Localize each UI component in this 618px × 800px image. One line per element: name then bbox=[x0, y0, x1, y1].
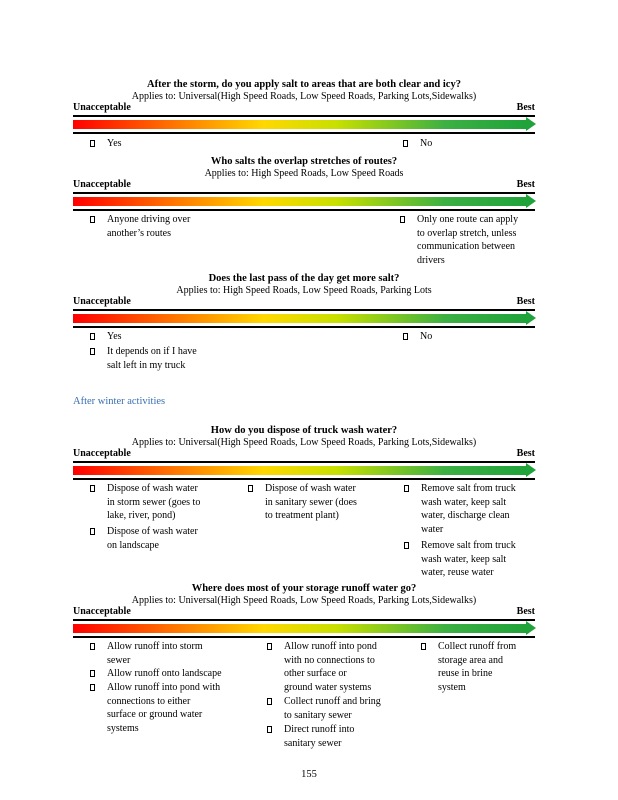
checkbox-icon[interactable] bbox=[421, 643, 426, 650]
checkbox-icon[interactable] bbox=[90, 485, 95, 492]
scale-high-label: Best bbox=[516, 179, 535, 190]
scale-high-label: Best bbox=[516, 448, 535, 459]
option-yes[interactable]: Yes bbox=[90, 330, 122, 344]
arrow-right-icon bbox=[526, 621, 536, 635]
scale-high-label: Best bbox=[516, 102, 535, 113]
option-runoff-pond-isolated[interactable]: Allow runoff into pond with no connections to other surface or ground water systems bbox=[267, 640, 377, 694]
question-3 bbox=[73, 273, 535, 371]
arrow-right-icon bbox=[526, 117, 536, 131]
applies-to: Applies to: Universal(High Speed Roads, Low Speed Roads, Parking Lots,Sidewalks) bbox=[131, 91, 477, 102]
checkbox-icon[interactable] bbox=[404, 485, 409, 492]
option-runoff-storm-sewer[interactable]: Allow runoff into storm sewer bbox=[90, 640, 203, 667]
option-reuse-water[interactable]: Remove salt from truck wash water, keep salt water, reuse water bbox=[404, 539, 516, 580]
scale-low-label: Unacceptable bbox=[73, 102, 131, 113]
checkbox-icon[interactable] bbox=[267, 643, 272, 650]
rating-scale-bar bbox=[73, 192, 535, 211]
applies-to: Applies to: Universal(High Speed Roads, Low Speed Roads, Parking Lots,Sidewalks) bbox=[131, 437, 477, 448]
checkbox-icon[interactable] bbox=[90, 643, 95, 650]
rating-scale-bar bbox=[73, 115, 535, 134]
option-storm-sewer[interactable]: Dispose of wash water in storm sewer (goes to lake, river, pond) bbox=[90, 482, 200, 523]
option-only-one-route[interactable]: Only one route can apply to overlap stretch, unless communication between drivers bbox=[400, 213, 518, 267]
option-no[interactable]: No bbox=[403, 330, 432, 344]
scale-labels bbox=[73, 179, 535, 191]
option-collect-sanitary[interactable]: Collect runoff and bring to sanitary sewer bbox=[267, 695, 381, 722]
checkbox-icon[interactable] bbox=[404, 542, 409, 549]
checkbox-icon[interactable] bbox=[248, 485, 253, 492]
applies-to: Applies to: Universal(High Speed Roads, Low Speed Roads, Parking Lots,Sidewalks) bbox=[131, 595, 477, 606]
question-title: Where does most of your storage runoff water go? bbox=[191, 583, 417, 594]
checkbox-icon[interactable] bbox=[90, 528, 95, 535]
scale-low-label: Unacceptable bbox=[73, 296, 131, 307]
checkbox-icon[interactable] bbox=[90, 333, 95, 340]
question-title: Who salts the overlap stretches of routes? bbox=[210, 156, 398, 167]
scale-labels bbox=[73, 606, 535, 618]
rating-scale-bar bbox=[73, 461, 535, 480]
question-4 bbox=[73, 425, 535, 578]
option-sanitary-sewer[interactable]: Dispose of wash water in sanitary sewer (does to treatment plant) bbox=[248, 482, 357, 523]
checkbox-icon[interactable] bbox=[90, 670, 95, 677]
applies-to: Applies to: High Speed Roads, Low Speed Roads, Parking Lots bbox=[176, 285, 432, 296]
option-anyone-driving[interactable]: Anyone driving over another’s routes bbox=[90, 213, 190, 240]
arrow-right-icon bbox=[526, 311, 536, 325]
checkbox-icon[interactable] bbox=[403, 333, 408, 340]
option-discharge-clean[interactable]: Remove salt from truck wash water, keep salt water, discharge clean water bbox=[404, 482, 516, 536]
question-title: After the storm, do you apply salt to areas that are both clear and icy? bbox=[147, 79, 461, 90]
rating-scale-bar bbox=[73, 619, 535, 638]
scale-labels bbox=[73, 448, 535, 460]
checkbox-icon[interactable] bbox=[267, 698, 272, 705]
scale-low-label: Unacceptable bbox=[73, 179, 131, 190]
page-number: 155 bbox=[301, 769, 317, 780]
arrow-right-icon bbox=[526, 194, 536, 208]
checkbox-icon[interactable] bbox=[90, 684, 95, 691]
checkbox-icon[interactable] bbox=[90, 216, 95, 223]
question-2 bbox=[73, 156, 535, 266]
scale-low-label: Unacceptable bbox=[73, 606, 131, 617]
checkbox-icon[interactable] bbox=[90, 140, 95, 147]
checkbox-icon[interactable] bbox=[400, 216, 405, 223]
checkbox-icon[interactable] bbox=[403, 140, 408, 147]
scale-high-label: Best bbox=[516, 606, 535, 617]
option-no[interactable]: No bbox=[403, 137, 432, 151]
rating-scale-bar bbox=[73, 309, 535, 328]
scale-low-label: Unacceptable bbox=[73, 448, 131, 459]
checkbox-icon[interactable] bbox=[90, 348, 95, 355]
scale-high-label: Best bbox=[516, 296, 535, 307]
question-title: How do you dispose of truck wash water? bbox=[210, 425, 398, 436]
section-heading: After winter activities bbox=[73, 396, 166, 407]
option-runoff-landscape[interactable]: Allow runoff onto landscape bbox=[90, 667, 222, 681]
question-title: Does the last pass of the day get more salt? bbox=[208, 273, 400, 284]
option-runoff-pond-connected[interactable]: Allow runoff into pond with connections to either surface or ground water systems bbox=[90, 681, 220, 735]
option-landscape[interactable]: Dispose of wash water on landscape bbox=[90, 525, 198, 552]
scale-labels bbox=[73, 296, 535, 308]
applies-to: Applies to: High Speed Roads, Low Speed Roads bbox=[204, 168, 404, 179]
arrow-right-icon bbox=[526, 463, 536, 477]
question-1 bbox=[73, 79, 535, 149]
option-it-depends[interactable]: It depends on if I have salt left in my truck bbox=[90, 345, 197, 372]
option-collect-reuse-brine[interactable]: Collect runoff from storage area and reuse in brine system bbox=[421, 640, 516, 694]
checkbox-icon[interactable] bbox=[267, 726, 272, 733]
option-direct-sanitary[interactable]: Direct runoff into sanitary sewer bbox=[267, 723, 354, 750]
scale-labels bbox=[73, 102, 535, 114]
option-yes[interactable]: Yes bbox=[90, 137, 122, 151]
question-5 bbox=[73, 583, 535, 749]
